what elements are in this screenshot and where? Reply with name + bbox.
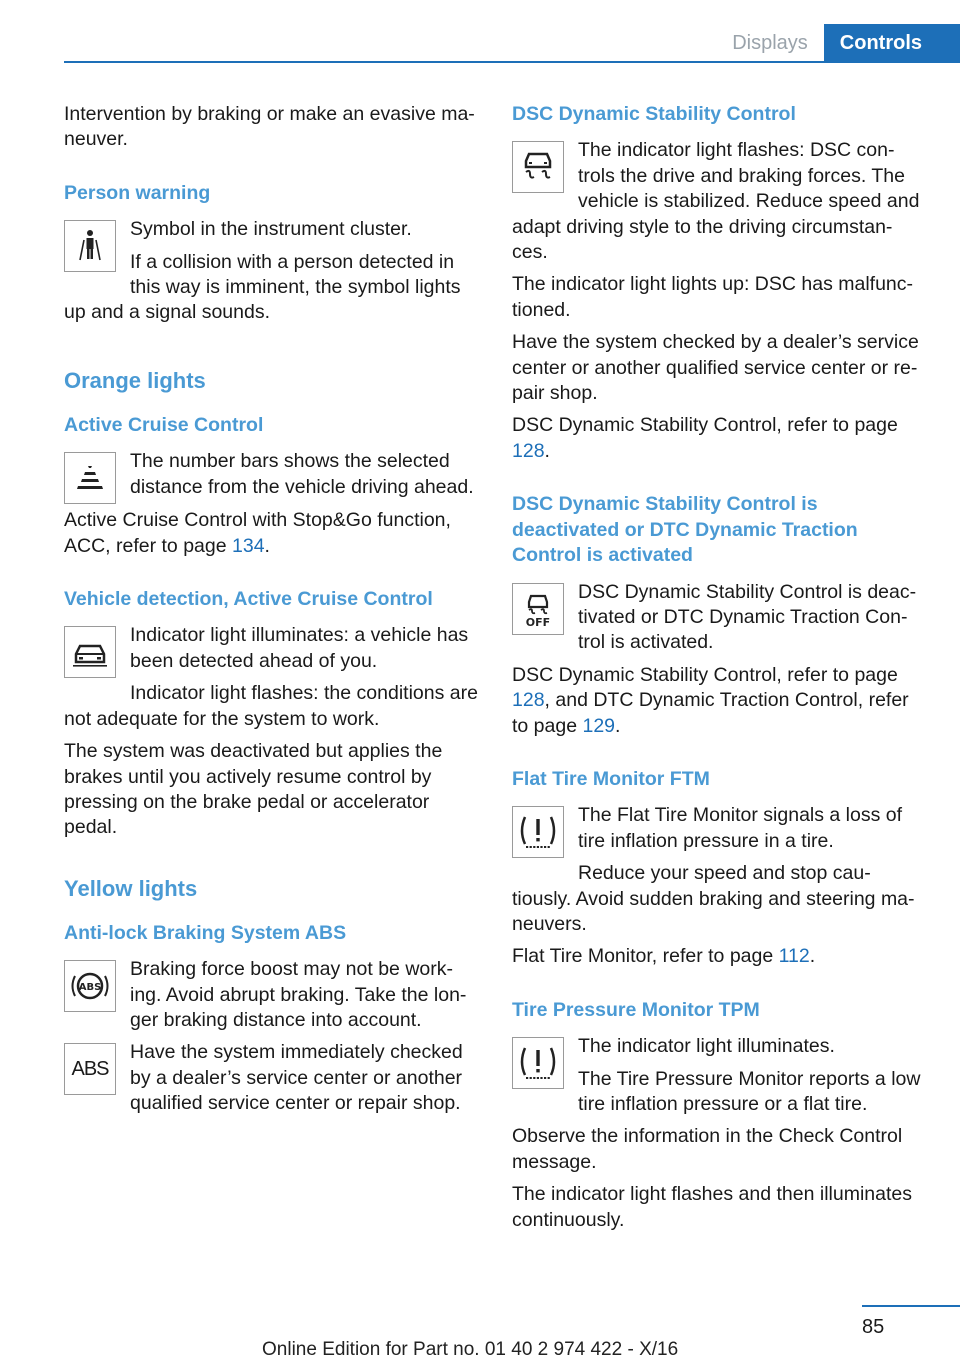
header-rule — [64, 61, 960, 63]
dsc-reference-suffix: . — [544, 439, 550, 462]
tpm-text-2: The Tire Pressure Monitor reports a low tire inflation pressure or a flat tire. — [578, 1067, 921, 1115]
dsc-off-reference-suffix: . — [615, 714, 621, 737]
ftm-reference — [512, 944, 928, 969]
dsc-text-2: The indicator light lights up: DSC has malfunc‐ tioned. — [512, 273, 914, 321]
tpm-heading: Tire Pressure Monitor TPM — [512, 998, 760, 1021]
abs-text-2: Have the system immediately checked by a dealer’s service center or another qualified service center or repair shop. — [130, 1041, 463, 1115]
ftm-entry — [512, 803, 928, 944]
vehicle-detection-entry — [64, 623, 480, 739]
person-warning-heading: Person warning — [64, 181, 211, 204]
dsc-off-entry — [512, 580, 928, 663]
abs-heading: Anti-lock Braking System ABS — [64, 921, 347, 944]
intro-text: Intervention by braking or make an evasive ma‐ neuver. — [64, 103, 475, 151]
person-warning-icon — [64, 220, 116, 272]
acc-reference-suffix: . — [264, 534, 270, 557]
tpm-text-1: The indicator light illuminates. — [578, 1035, 835, 1058]
tire-warning-icon — [512, 806, 564, 858]
abs-text-1: Braking force boost may not be work‐ ing. Avoid abrupt braking. Take the lon‐ ger braking distance into account. — [130, 958, 467, 1031]
dsc-off-reference-prefix: DSC Dynamic Stability Control, refer to page — [512, 663, 898, 686]
ftm-text-2: Reduce your speed and stop cau‐ tiously. Avoid sudden braking and steering ma‐ neuvers. — [512, 862, 915, 935]
page-link-112[interactable]: 112 — [778, 945, 810, 968]
tpm-text-3: Observe the information in the Check Control message. — [512, 1125, 903, 1173]
ftm-reference-prefix: Flat Tire Monitor, refer to page — [512, 945, 779, 968]
person-warning-entry — [64, 217, 480, 333]
acc-entry — [64, 449, 480, 508]
tpm-text-4: The indicator light flashes and then illuminates continuously. — [512, 1183, 912, 1231]
header-tabs — [716, 24, 960, 62]
dsc-reference — [512, 413, 928, 464]
abs-entry-1 — [64, 957, 480, 1040]
tab-displays[interactable]: Displays — [732, 32, 808, 54]
footer-rule — [862, 1305, 960, 1307]
yellow-lights-heading: Yellow lights — [64, 875, 198, 901]
acc-reference-prefix: Active Cruise Control with Stop&Go function, ACC, refer to page — [64, 509, 451, 557]
person-warning-text-1: Symbol in the instrument cluster. — [130, 218, 412, 241]
svg-text:ABS: ABS — [78, 982, 102, 994]
vehicle-detection-text-1: Indicator light illuminates: a vehicle has been detected ahead of you. — [130, 624, 469, 672]
tpm-entry — [512, 1034, 928, 1124]
abs-icon-label: ABS — [71, 1057, 109, 1080]
dsc-entry — [512, 138, 928, 272]
tire-pressure-icon — [512, 1037, 564, 1089]
dsc-off-heading: DSC Dynamic Stability Control is deactivated or DTC Dynamic Traction Control is activated — [512, 493, 858, 567]
distance-bars-icon — [64, 452, 116, 504]
vehicle-ahead-icon — [64, 626, 116, 678]
dsc-off-reference-mid: , and DTC Dynamic Traction Control, refer to page — [512, 689, 909, 737]
ftm-text-1: The Flat Tire Monitor signals a loss of tire inflation pressure in a tire. — [578, 804, 903, 852]
person-warning-text-2: If a collision with a person detected in this way is imminent, the symbol lights up and a signal sounds. — [64, 250, 461, 324]
dsc-text-1: The indicator light flashes: DSC con‐ trols the drive and braking forces. The vehicle is stabilized. Reduce speed and adapt driving style to the driving circumstan‐ ces. — [512, 139, 920, 264]
vehicle-detection-text-3: The system was deactivated but applies the brakes until you actively resume control by pressing on the brake pedal or accelerator pedal. — [64, 740, 443, 839]
dsc-off-icon-label: OFF — [525, 615, 551, 629]
acc-reference — [64, 508, 480, 559]
abs-entry-2 — [64, 1040, 480, 1123]
page-link-128[interactable]: 128 — [512, 439, 545, 462]
abs-circle-icon — [64, 960, 116, 1012]
ftm-reference-suffix: . — [809, 945, 816, 968]
dsc-skid-icon — [512, 141, 564, 193]
page-link-129[interactable]: 129 — [582, 714, 616, 737]
dsc-off-text-1: DSC Dynamic Stability Control is deac‐ tivated or DTC Dynamic Traction Con‐ trol is activated. — [578, 580, 917, 654]
right-column — [512, 102, 928, 1240]
vehicle-detection-text-2: Indicator light flashes: the conditions are not adequate for the system to work. — [64, 682, 478, 730]
tab-controls[interactable]: Controls — [824, 24, 960, 62]
left-column — [64, 102, 480, 1124]
edition-text: Online Edition for Part no. 01 40 2 974 422 - X/16 — [262, 1339, 679, 1360]
dsc-text-3: Have the system checked by a dealer’s service center or another qualified service center or re‐ pair shop. — [512, 331, 919, 405]
abs-text-icon — [64, 1043, 116, 1095]
dsc-heading: DSC Dynamic Stability Control — [512, 103, 796, 125]
ftm-heading: Flat Tire Monitor FTM — [512, 767, 710, 790]
dsc-reference-prefix: DSC Dynamic Stability Control, refer to page — [512, 414, 898, 437]
orange-lights-heading: Orange lights — [64, 367, 206, 393]
page-number: 85 — [862, 1316, 885, 1338]
acc-text-1: The number bars shows the selected distance from the vehicle driving ahead. — [130, 450, 474, 498]
page-link-128b[interactable]: 128 — [512, 689, 545, 712]
dsc-off-reference — [512, 663, 928, 739]
vehicle-detection-heading: Vehicle detection, Active Cruise Control — [64, 588, 433, 611]
acc-heading: Active Cruise Control — [64, 413, 264, 436]
page-link-134[interactable]: 134 — [232, 534, 265, 557]
dsc-off-icon — [512, 583, 564, 635]
